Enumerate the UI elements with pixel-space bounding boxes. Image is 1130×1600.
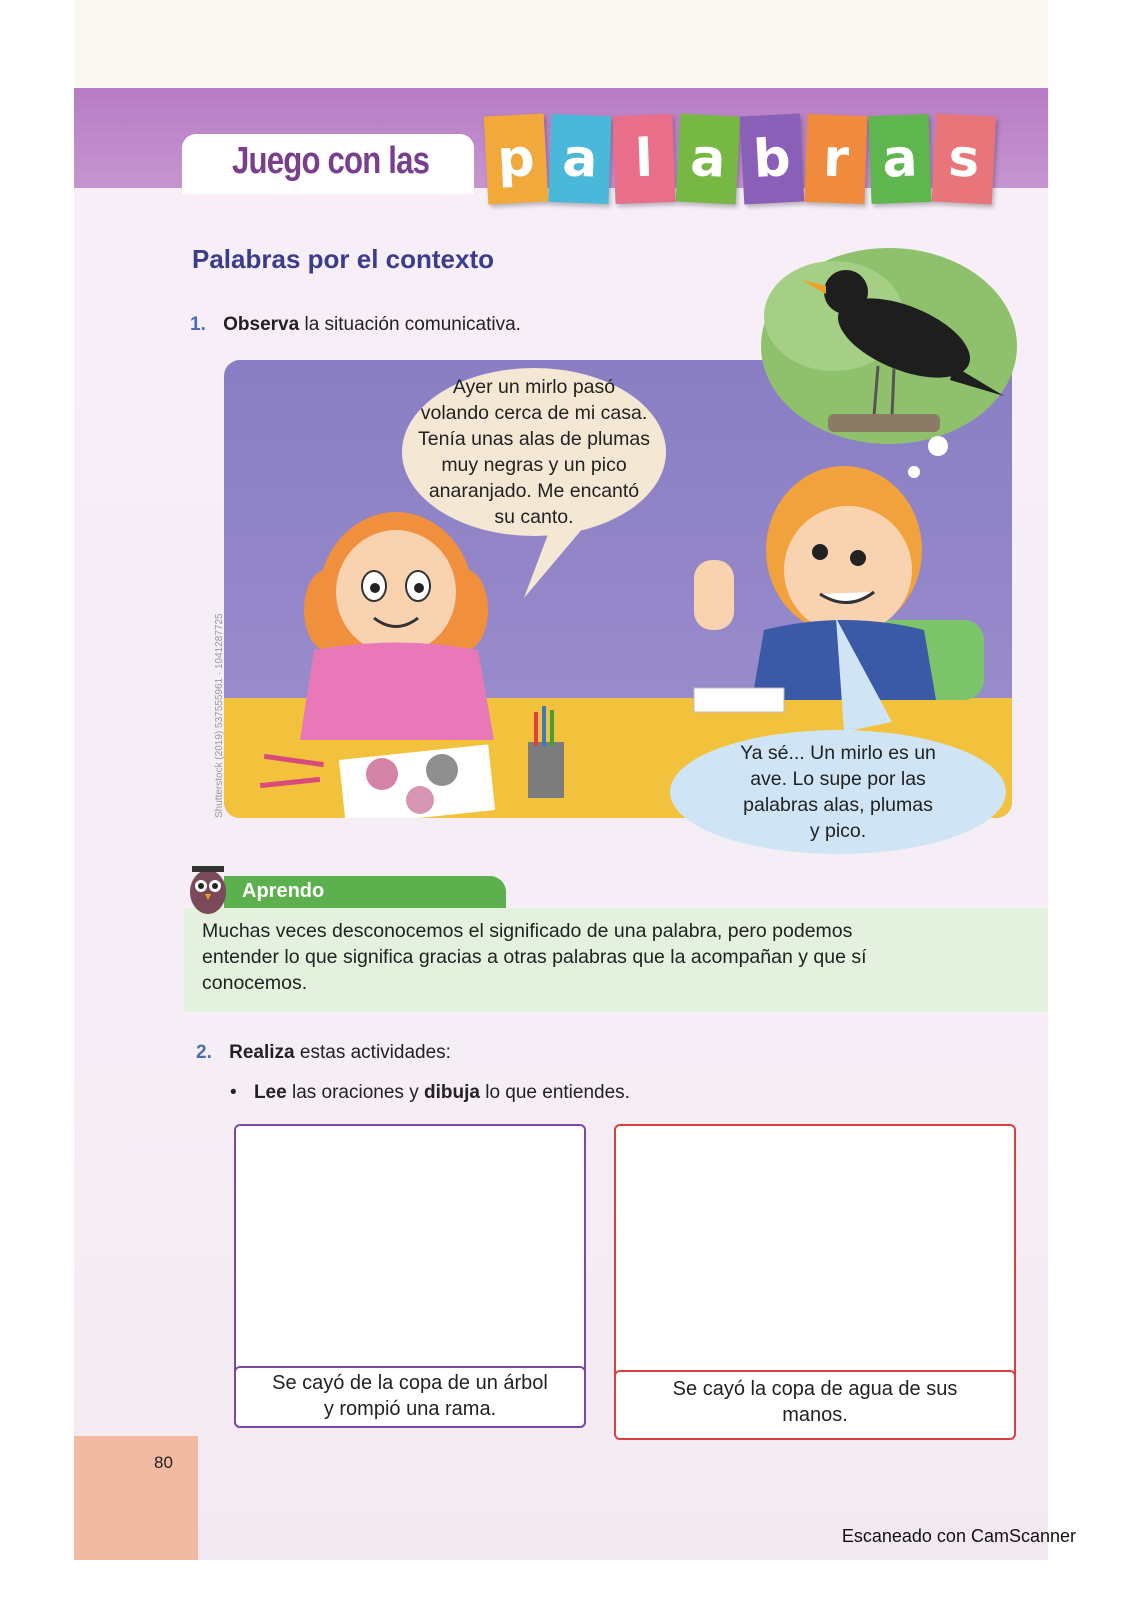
activity-2-bullet [230, 1082, 630, 1104]
activity-2-verb: Realiza [229, 1042, 295, 1063]
title-letter-tile: a [868, 114, 931, 204]
aprendo-label: Aprendo [242, 880, 325, 902]
drawing-box-1-caption [234, 1366, 586, 1428]
title-letter-tile: b [740, 113, 805, 204]
activity-2-instruction [196, 1042, 451, 1064]
girl-speech-line: anaranjado. Me encantó [428, 480, 640, 502]
girl-speech-line: muy negras y un pico [441, 454, 627, 476]
boy-speech-line: palabras alas, plumas [743, 794, 933, 816]
activity-1-number: 1. [190, 314, 206, 335]
title-letter-tile: l [612, 114, 675, 204]
page-number-box [74, 1436, 198, 1560]
boy-speech-line: ave. Lo supe por las [750, 768, 926, 790]
activity-1-verb: Observa [223, 314, 300, 335]
boy-speech-bubble [668, 740, 1008, 844]
girl-speech-line: su canto. [494, 506, 574, 528]
bullet-text: las oraciones y [286, 1082, 424, 1103]
caption-line: Se cayó de la copa de un árbol [272, 1372, 548, 1394]
bullet-icon: • [230, 1082, 237, 1103]
girl-speech-line: Tenía unas alas de plumas [418, 428, 650, 450]
title-letter-tile: r [804, 114, 867, 204]
caption-line: manos. [782, 1404, 848, 1426]
activity-2-text: estas actividades: [294, 1042, 451, 1063]
aprendo-text [202, 918, 867, 996]
girl-illustration [260, 512, 495, 818]
owl-icon [186, 860, 230, 916]
textbook-page [74, 0, 1048, 1560]
title-letter-tile: p [484, 113, 549, 204]
activity-1-instruction [190, 314, 521, 336]
bullet-text-end: lo que entiendes. [479, 1082, 630, 1103]
drawing-box-2-caption [614, 1370, 1016, 1440]
section-heading: Palabras por el contexto [192, 244, 494, 274]
image-credit: Shutterstock (2019) 537555961 · 1041287725 [214, 613, 225, 818]
aprendo-line: Muchas veces desconocemos el significado de una palabra, pero podemos [202, 920, 853, 942]
girl-speech-line: Ayer un mirlo pasó [452, 376, 616, 398]
activity-1-text: la situación comunicativa. [299, 314, 521, 335]
page-number: 80 [154, 1453, 173, 1472]
thought-bubble [754, 246, 1024, 486]
title-letter-tile: s [932, 113, 997, 204]
caption-line: y rompió una rama. [323, 1398, 497, 1420]
activity-2-number: 2. [196, 1042, 212, 1063]
girl-speech-line: volando cerca de mi casa. [420, 402, 648, 424]
boy-speech-line: Ya sé... Un mirlo es un [740, 742, 936, 764]
bullet-verb-dibuja: dibuja [423, 1082, 480, 1103]
title-letter-tile: a [676, 113, 741, 204]
aprendo-line: conocemos. [202, 972, 308, 994]
pencil-cup [528, 706, 564, 798]
caption-line: Se cayó la copa de agua de sus [672, 1378, 958, 1400]
scanner-watermark: Escaneado con CamScanner [841, 1526, 1076, 1546]
title-letter-tile: a [548, 114, 611, 204]
aprendo-line: entender lo que significa gracias a otras palabras que la acompañan y que sí [202, 946, 867, 968]
girl-speech-bubble [399, 374, 669, 530]
page-title: Juego con las [232, 140, 430, 182]
boy-illustration [694, 466, 984, 712]
boy-speech-line: y pico. [809, 820, 867, 842]
bullet-verb-lee: Lee [253, 1082, 287, 1103]
